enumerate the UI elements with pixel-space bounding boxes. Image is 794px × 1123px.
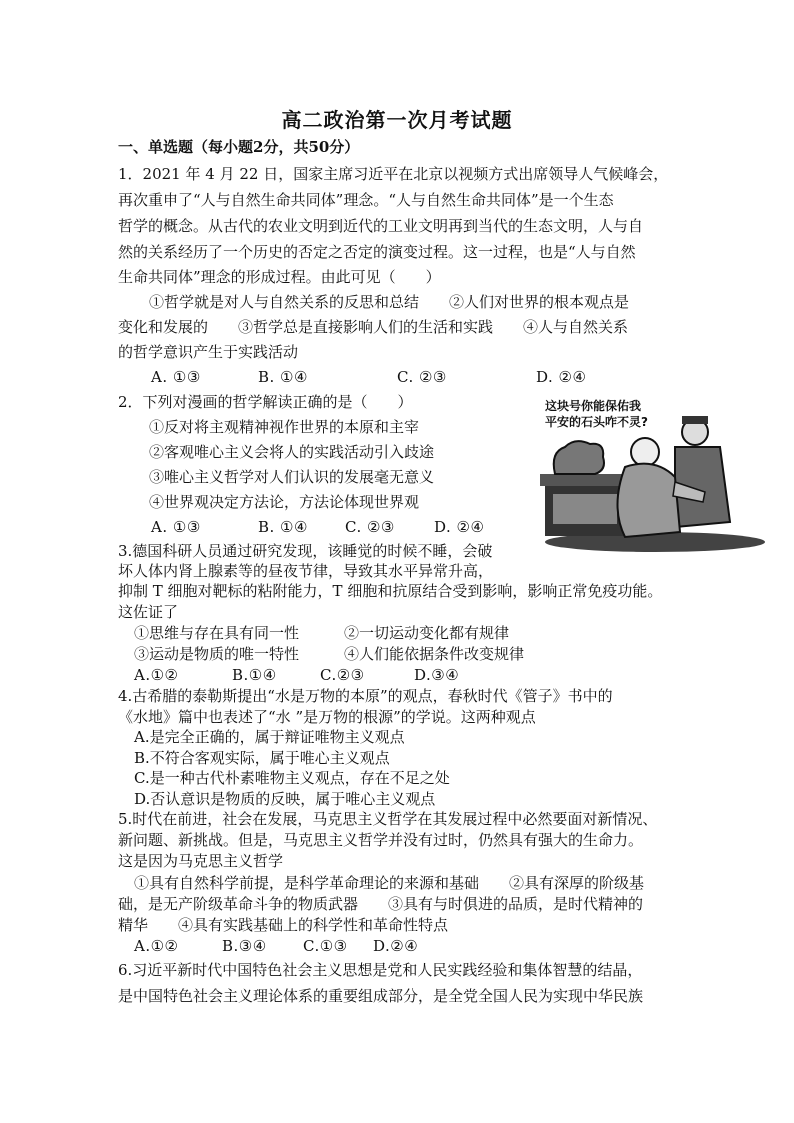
q1-line: 哲学的概念。从古代的农业文明到近代的工业文明再到当代的生态文明，人与自 [118,217,644,235]
q1-option-d: D. ②④ [536,368,587,386]
page-title: 高二政治第一次月考试题 [281,108,513,132]
q2-statement: ③唯心主义哲学对人们认识的发展毫无意义 [149,468,435,486]
q5-statement: 精华 ④具有实践基础上的科学性和革命性特点 [118,916,449,934]
q1-statement: 变化和发展的 ③哲学总是直接影响人们的生活和实践 ④人与自然关系 [118,318,629,336]
q5-statement: 础，是无产阶级革命斗争的物质武器 ③具有与时俱进的品质，是时代精神的 [118,895,644,913]
q1-line: 1．2021 年 4 月 22 日，国家主席习近平在北京以视频方式出席领导人气候峰会， [118,165,669,183]
q5-line: 5.时代在前进，社会在发展，马克思主义哲学在其发展过程中必然要面对新情况、 [118,810,658,828]
q2-option-c: C. ②③ [345,518,395,536]
cartoon-image [535,392,767,554]
q6-line: 6.习近平新时代中国特色社会主义思想是党和人民实践经验和集体智慧的结晶， [118,961,643,979]
q3-line: 3.德国科研人员通过研究发现，该睡觉的时候不睡，会破 [118,542,493,560]
q5-option-d: D.②④ [373,937,419,955]
q1-statement: ①哲学就是对人与自然关系的反思和总结 ②人们对世界的根本观点是 [149,293,630,311]
q4-option-b: B.不符合客观实际，属于唯心主义观点 [134,749,390,767]
q5-line: 这是因为马克思主义哲学 [118,852,284,870]
q1-option-a: A. ①③ [151,368,201,386]
q2-statement: ④世界观决定方法论，方法论体现世界观 [149,493,420,511]
q5-statement: ①具有自然科学前提，是科学革命理论的来源和基础 ②具有深厚的阶级基 [134,874,645,892]
q3-option-c: C.②③ [320,666,365,684]
q6-line: 是中国特色社会主义理论体系的重要组成部分，是全党全国人民为实现中华民族 [118,987,644,1005]
q2-stem: 2．下列对漫画的哲学解读正确的是（ ） [118,393,413,411]
q5-line: 新问题、新挑战。但是，马克思主义哲学并没有过时，仍然具有强大的生命力。 [118,831,644,849]
q3-statement: ①思维与存在具有同一性 ②一切运动变化都有规律 [134,624,510,642]
q1-option-c: C. ②③ [397,368,447,386]
q3-option-d: D.③④ [414,666,460,684]
q1-statement: 的哲学意识产生于实践活动 [118,343,299,361]
q1-option-b: B. ①④ [258,368,308,386]
q4-line: 4.古希腊的泰勒斯提出“水是万物的本原”的观点，春秋时代《管子》书中的 [118,687,613,705]
q2-option-b: B. ①④ [258,518,308,536]
q2-statement: ①反对将主观精神视作世界的本原和主宰 [149,418,420,436]
q3-line: 坏人体内肾上腺素等的昼夜节律，导致其水平异常升高， [118,562,494,580]
q4-line: 《水地》篇中也表述了“水 ”是万物的根源”的学说。这两种观点 [118,708,536,726]
q4-option-a: A.是完全正确的，属于辩证唯物主义观点 [134,728,405,746]
q1-line: 再次重申了“人与自然生命共同体”理念。“人与自然生命共同体”是一个生态 [118,191,614,209]
q3-line: 这佐证了 [118,603,179,621]
q1-line: 然的关系经历了一个历史的否定之否定的演变过程。这一过程，也是“人与自然 [118,243,636,261]
q3-option-b: B.①④ [232,666,277,684]
q2-option-a: A. ①③ [151,518,201,536]
cartoon-caption-line: 平安的石头咋不灵? [545,415,648,429]
q3-option-a: A.①② [134,666,179,684]
q3-line: 抑制 T 细胞对靶标的粘附能力，T 细胞和抗原结合受到影响，影响正常免疫功能。 [118,582,663,600]
q2-statement: ②客观唯心主义会将人的实践活动引入歧途 [149,443,435,461]
q2-option-d: D. ②④ [434,518,485,536]
q1-line: 生命共同体”理念的形成过程。由此可见（ ） [118,268,441,286]
q5-option-c: C.①③ [303,937,348,955]
q5-option-a: A.①② [134,937,179,955]
cartoon-caption-line: 这块号你能保佑我 [545,399,642,413]
q5-option-b: B.③④ [222,937,267,955]
section-heading: 一、单选题（每小题2分，共50分） [118,138,360,156]
q4-option-d: D.否认意识是物质的反映，属于唯心主义观点 [134,790,436,808]
q4-option-c: C.是一种古代朴素唯物主义观点，存在不足之处 [134,769,450,787]
q3-statement: ③运动是物质的唯一特性 ④人们能依据条件改变规律 [134,645,525,663]
